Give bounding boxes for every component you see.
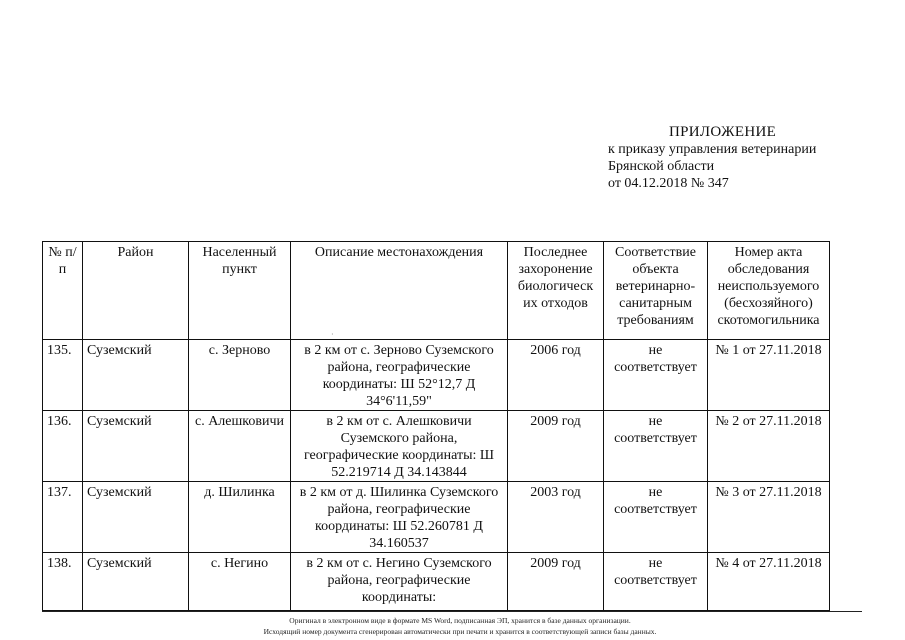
- footer-original-note: Оригинал в электронном виде в формате MS Word, подписанная ЭП, хранится в базе данных организации.: [289, 616, 631, 625]
- cell-act-number: № 1 от 27.11.2018: [708, 340, 830, 411]
- cell-location: в 2 км от с. Негино Суземского района, географические координаты:: [291, 553, 508, 611]
- appendix-region-line: Брянской области: [608, 159, 715, 174]
- header-act-number: Номер акта обследования неиспользуемого (бесхозяйного) скотомогильника: [708, 242, 830, 340]
- cell-settlement: с. Негино: [189, 553, 291, 611]
- cell-location: в 2 км от д. Шилинка Суземского района, географические координаты: Ш 52.260781 Д 34.160537: [291, 482, 508, 553]
- table-row: [43, 553, 830, 611]
- cell-compliance: не соответствует: [604, 482, 708, 553]
- appendix-date-line: от 04.12.2018 № 347: [608, 176, 729, 191]
- cell-compliance: не соответствует: [604, 553, 708, 611]
- cell-act-number: № 2 от 27.11.2018: [708, 411, 830, 482]
- cell-last-burial: 2003 год: [508, 482, 604, 553]
- table-row: [43, 411, 830, 482]
- footer-number-note: Исходящий номер документа сгенерирован автоматически при печати и хранится в соответствующей записи базы данных.: [263, 627, 657, 636]
- header-last-burial: Последнее захоронение биологическ их отходов: [508, 242, 604, 340]
- cell-act-number: № 3 от 27.11.2018: [708, 482, 830, 553]
- cell-last-burial: 2009 год: [508, 553, 604, 611]
- cell-number: 137.: [43, 482, 83, 553]
- cell-settlement: д. Шилинка: [189, 482, 291, 553]
- cell-district: Суземский: [83, 340, 189, 411]
- stray-dot: ·: [331, 330, 334, 339]
- cell-location: в 2 км от с. Зерново Суземского района, географические координаты: Ш 52°12,7 Д 34°6'11,59": [291, 340, 508, 411]
- header-number: № п/п: [43, 242, 83, 340]
- cell-district: Суземский: [83, 482, 189, 553]
- header-location: Описание местонахождения: [291, 242, 508, 340]
- cell-number: 138.: [43, 553, 83, 611]
- cell-compliance: не соответствует: [604, 411, 708, 482]
- cell-district: Суземский: [83, 553, 189, 611]
- cell-settlement: с. Алешковичи: [189, 411, 291, 482]
- footer-divider: [42, 611, 862, 612]
- table-row: [43, 340, 830, 411]
- cell-number: 135.: [43, 340, 83, 411]
- cell-act-number: № 4 от 27.11.2018: [708, 553, 830, 611]
- header-district: Район: [83, 242, 189, 340]
- cell-number: 136.: [43, 411, 83, 482]
- appendix-title: ПРИЛОЖЕНИЕ: [669, 124, 777, 140]
- cell-last-burial: 2009 год: [508, 411, 604, 482]
- appendix-order-line: к приказу управления ветеринарии: [608, 142, 817, 157]
- cell-last-burial: 2006 год: [508, 340, 604, 411]
- table-row: [43, 482, 830, 553]
- cell-district: Суземский: [83, 411, 189, 482]
- header-settlement: Населенный пункт: [189, 242, 291, 340]
- table-header-row: [43, 242, 830, 340]
- burial-sites-table: [42, 241, 830, 611]
- cell-compliance: не соответствует: [604, 340, 708, 411]
- header-compliance: Соответствие объекта ветеринарно-санитарным требованиям: [604, 242, 708, 340]
- cell-location: в 2 км от с. Алешковичи Суземского района, географические координаты: Ш 52.219714 Д 34.143844: [291, 411, 508, 482]
- appendix-block: [608, 124, 898, 192]
- cell-settlement: с. Зерново: [189, 340, 291, 411]
